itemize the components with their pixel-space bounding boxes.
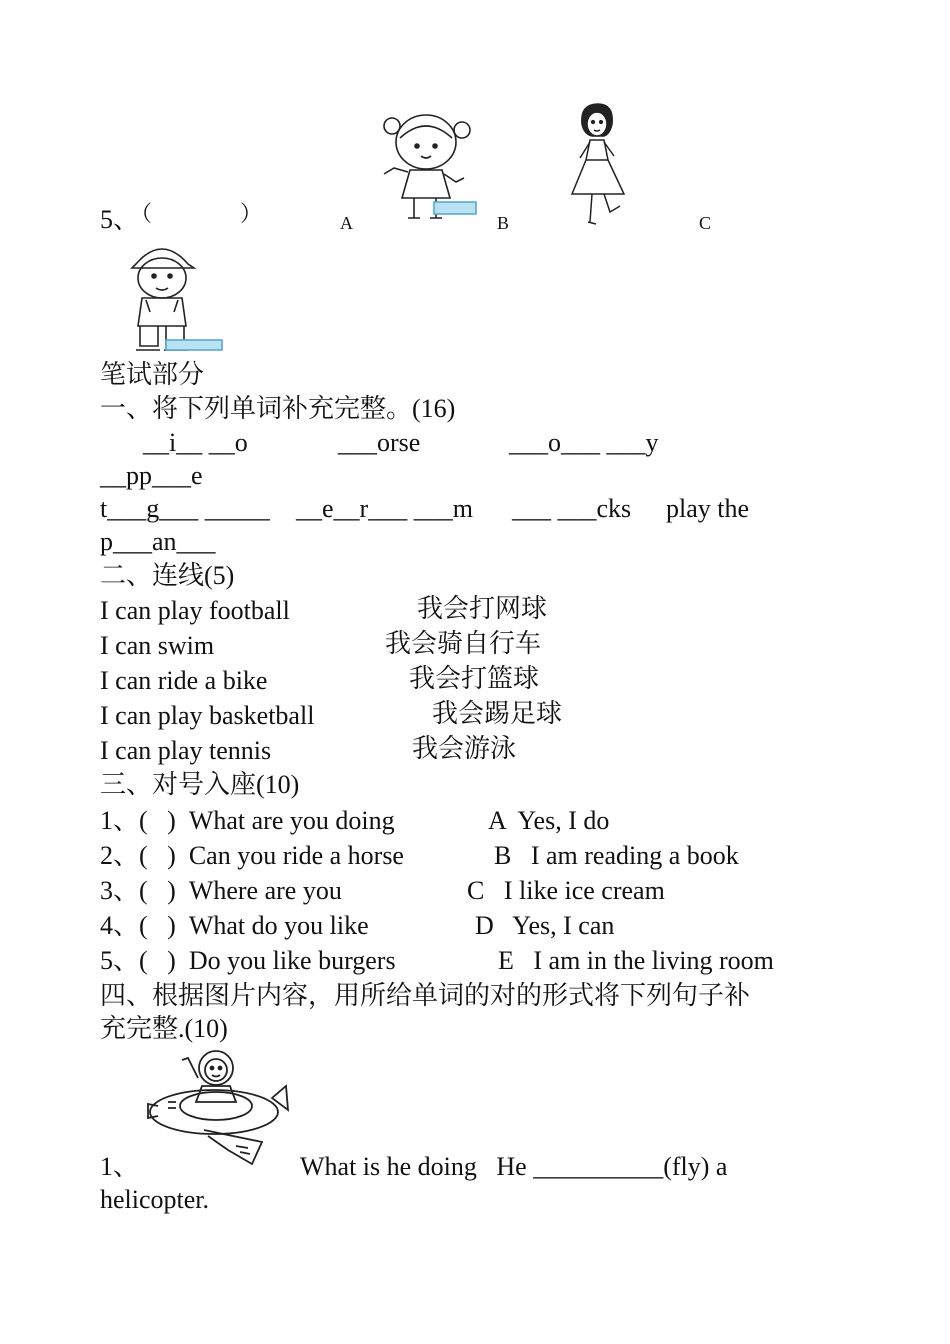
part1-word-9: p___an___	[100, 527, 216, 556]
part2-english-5: I can play tennis	[100, 736, 272, 765]
part1-heading: 一、将下列单词补充完整。(16)	[100, 394, 456, 423]
part4-heading-line2: 充完整.(10)	[100, 1014, 228, 1043]
q5-option-b: B	[497, 213, 510, 233]
part1-word-7: ___ ___cks	[512, 494, 632, 523]
part3-answer-e: E I am in the living room	[498, 946, 774, 975]
part3-answer-a: A Yes, I do	[488, 806, 610, 835]
part3-question-4: 4、( ) What do you like	[100, 911, 369, 940]
part4-heading-line1: 四、根据图片内容，用所给单词的对的形式将下列句子补	[100, 981, 751, 1010]
part3-question-1: 1、( ) What are you doing	[100, 806, 395, 835]
part3-heading: 三、对号入座(10)	[100, 770, 300, 799]
boy-cap-picture	[106, 234, 228, 356]
part3-question-5: 5、( ) Do you like burgers	[100, 946, 396, 975]
part1-word-1: __i__ __o	[143, 428, 248, 457]
part2-chinese-2: 我会骑自行车	[385, 629, 542, 658]
part1-word-4: __pp___e	[100, 461, 203, 490]
part2-heading: 二、连线(5)	[100, 561, 235, 590]
boy-flying-plane-picture	[144, 1046, 290, 1166]
part4-item1-continuation: helicopter.	[100, 1185, 210, 1214]
q5-answer-paren: （ ）	[130, 202, 263, 227]
q5-option-a: A	[340, 213, 353, 233]
q5-option-c: C	[699, 213, 712, 233]
part2-english-2: I can swim	[100, 631, 215, 660]
part2-english-3: I can ride a bike	[100, 666, 268, 695]
part3-answer-c: C I like ice cream	[467, 876, 665, 905]
girl-dress-picture	[566, 102, 634, 230]
part1-word-6: __e__r___ ___m	[296, 494, 473, 523]
part1-word-2: ___orse	[338, 428, 421, 457]
part2-english-1: I can play football	[100, 596, 290, 625]
part3-question-3: 3、( ) Where are you	[100, 876, 342, 905]
part3-question-2: 2、( ) Can you ride a horse	[100, 841, 404, 870]
part2-english-4: I can play basketball	[100, 701, 315, 730]
part4-item1-text: What is he doing He __________(fly) a	[300, 1152, 728, 1181]
part4-item1-number: 1、	[100, 1152, 140, 1181]
girl-pigtails-picture	[380, 108, 480, 226]
part3-answer-d: D Yes, I can	[475, 911, 615, 940]
part1-word-5: t___g___ _____	[100, 494, 270, 523]
part3-answer-b: B I am reading a book	[494, 841, 739, 870]
part2-chinese-3: 我会打篮球	[409, 664, 540, 693]
part1-word-3: ___o___ ___y	[509, 428, 659, 457]
part1-word-8: play the	[666, 494, 750, 523]
part2-chinese-1: 我会打网球	[417, 594, 548, 623]
section-title: 笔试部分	[100, 360, 205, 389]
q5-number: 5、	[100, 205, 140, 234]
part2-chinese-4: 我会踢足球	[432, 699, 563, 728]
part2-chinese-5: 我会游泳	[412, 734, 517, 763]
